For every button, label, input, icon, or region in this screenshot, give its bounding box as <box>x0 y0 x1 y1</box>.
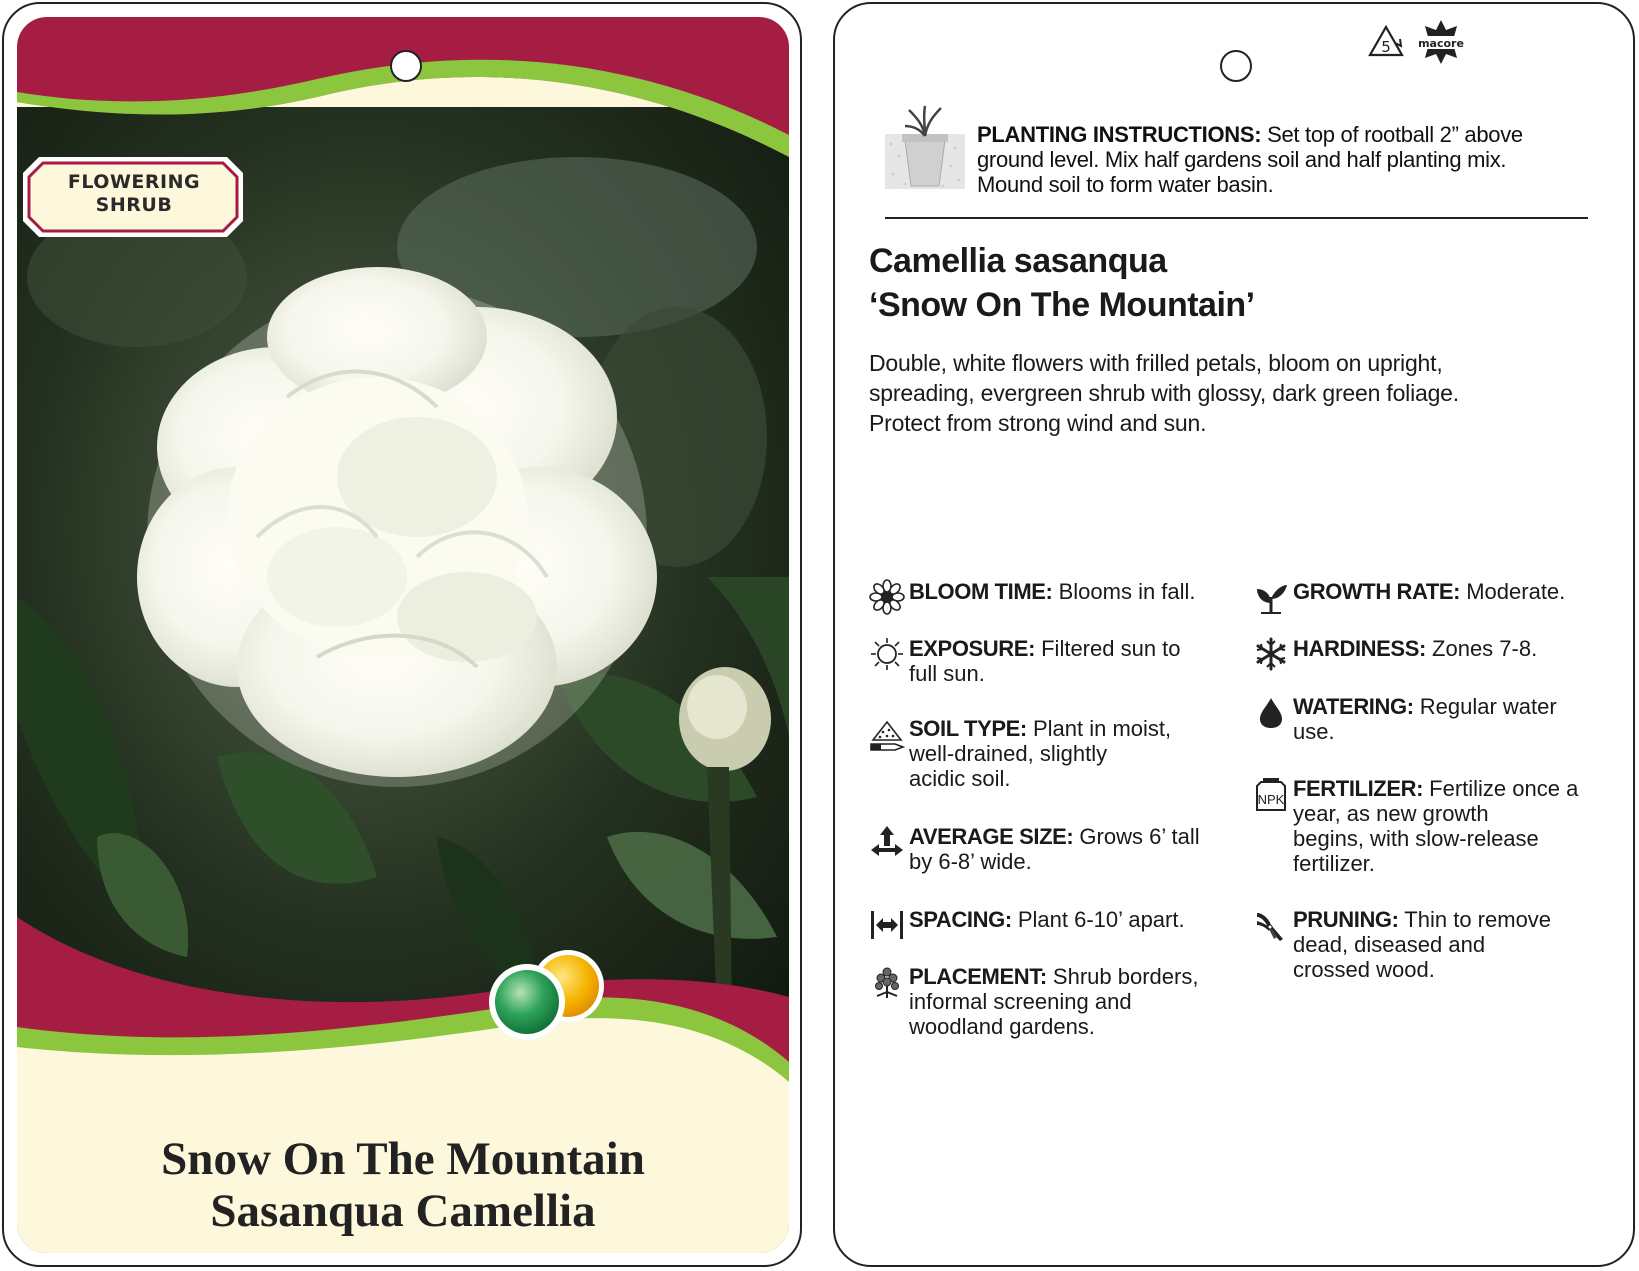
botanical-line-1: Camellia sasanqua <box>869 242 1167 280</box>
flower-icon <box>869 579 905 615</box>
back-tag <box>833 2 1635 1267</box>
sprout-icon <box>1253 579 1289 615</box>
info-spacing: SPACING: Plant 6-10’ apart. <box>869 907 1185 943</box>
info-soil-type: SOIL TYPE: Plant in moist, well-drained, slightly acidic soil. <box>869 716 1171 791</box>
divider-rule <box>885 217 1588 219</box>
planting-pot-icon <box>885 104 965 194</box>
info-growth-rate: GROWTH RATE: Moderate. <box>1253 579 1565 615</box>
front-hang-hole <box>390 50 422 82</box>
soil-type-label: SOIL TYPE <box>909 716 1020 741</box>
snowflake-icon <box>1253 636 1289 672</box>
info-average-size: AVERAGE SIZE: Grows 6’ tall by 6-8’ wide. <box>869 824 1200 874</box>
water-drop-icon <box>1253 694 1289 730</box>
info-bloom-time: BLOOM TIME: Blooms in fall. <box>869 579 1196 615</box>
macore-logo <box>1413 18 1469 66</box>
partial-sun-green-icon <box>495 970 559 1034</box>
spacing-arrows-icon <box>869 907 905 943</box>
info-hardiness: HARDINESS: Zones 7-8. <box>1253 636 1537 672</box>
info-watering: WATERING: Regular water use. <box>1253 694 1557 744</box>
macore-brand: macore <box>1418 37 1464 50</box>
spacing-label: SPACING <box>909 907 1005 932</box>
npk-icon <box>1253 776 1289 812</box>
front-tag <box>2 2 802 1267</box>
flowering-shrub-badge <box>27 154 241 234</box>
botanical-name <box>869 239 1609 327</box>
front-tag-panel <box>17 17 789 1253</box>
bloom-time-value: Blooms in fall. <box>1052 579 1196 604</box>
description-line-1: Double, white flowers with frilled petals, bloom on upright, <box>869 350 1443 376</box>
planting-line-2: ground level. Mix half gardens soil and half planting mix. <box>977 147 1507 172</box>
badge-line-2: SHRUB <box>95 194 173 216</box>
botanical-line-2: ‘Snow On The Mountain’ <box>869 286 1255 324</box>
bloom-time-label: BLOOM TIME <box>909 579 1046 604</box>
planting-line-1: Set top of rootball 2” above <box>1261 122 1523 147</box>
plant-description <box>869 348 1589 438</box>
average-size-label: AVERAGE SIZE <box>909 824 1067 849</box>
description-line-2: spreading, evergreen shrub with glossy, dark green foliage. <box>869 380 1459 406</box>
placement-icon <box>869 964 905 1000</box>
back-hang-hole <box>1220 50 1252 82</box>
placement-label: PLACEMENT <box>909 964 1040 989</box>
soil-icon <box>869 716 905 752</box>
plant-name-line-2: Sasanqua Camellia <box>210 1185 596 1237</box>
plant-name-line-1: Snow On The Mountain <box>161 1133 645 1185</box>
badge-line-1: FLOWERING <box>67 171 201 193</box>
watering-label: WATERING <box>1293 694 1407 719</box>
recycle-number: 5 <box>1381 38 1391 56</box>
info-fertilizer: NPK FERTILIZER: Fertilize once a year, as new growth begins, with slow-release fertilizer. <box>1253 776 1578 876</box>
plant-common-name <box>17 1133 789 1237</box>
info-exposure: EXPOSURE: Filtered sun to full sun. <box>869 636 1181 686</box>
exposure-label: EXPOSURE <box>909 636 1029 661</box>
sun-icon <box>869 636 905 672</box>
pruning-label: PRUNING <box>1293 907 1392 932</box>
planting-instructions <box>977 122 1577 197</box>
fertilizer-label: FERTILIZER <box>1293 776 1417 801</box>
info-placement: PLACEMENT: Shrub borders, informal screening and woodland gardens. <box>869 964 1198 1039</box>
size-arrows-icon <box>869 824 905 860</box>
hardiness-label: HARDINESS <box>1293 636 1419 661</box>
description-line-3: Protect from strong wind and sun. <box>869 410 1207 436</box>
info-pruning: PRUNING: Thin to remove dead, diseased and crossed wood. <box>1253 907 1551 982</box>
sun-exposure-icons <box>483 943 613 1043</box>
planting-line-3: Mound soil to form water basin. <box>977 172 1274 197</box>
npk-text: NPK <box>1257 792 1285 807</box>
growth-rate-label: GROWTH RATE <box>1293 579 1454 604</box>
pruners-icon <box>1253 907 1289 943</box>
planting-heading: PLANTING INSTRUCTIONS: <box>977 122 1262 147</box>
recycle-icon <box>1365 24 1407 60</box>
